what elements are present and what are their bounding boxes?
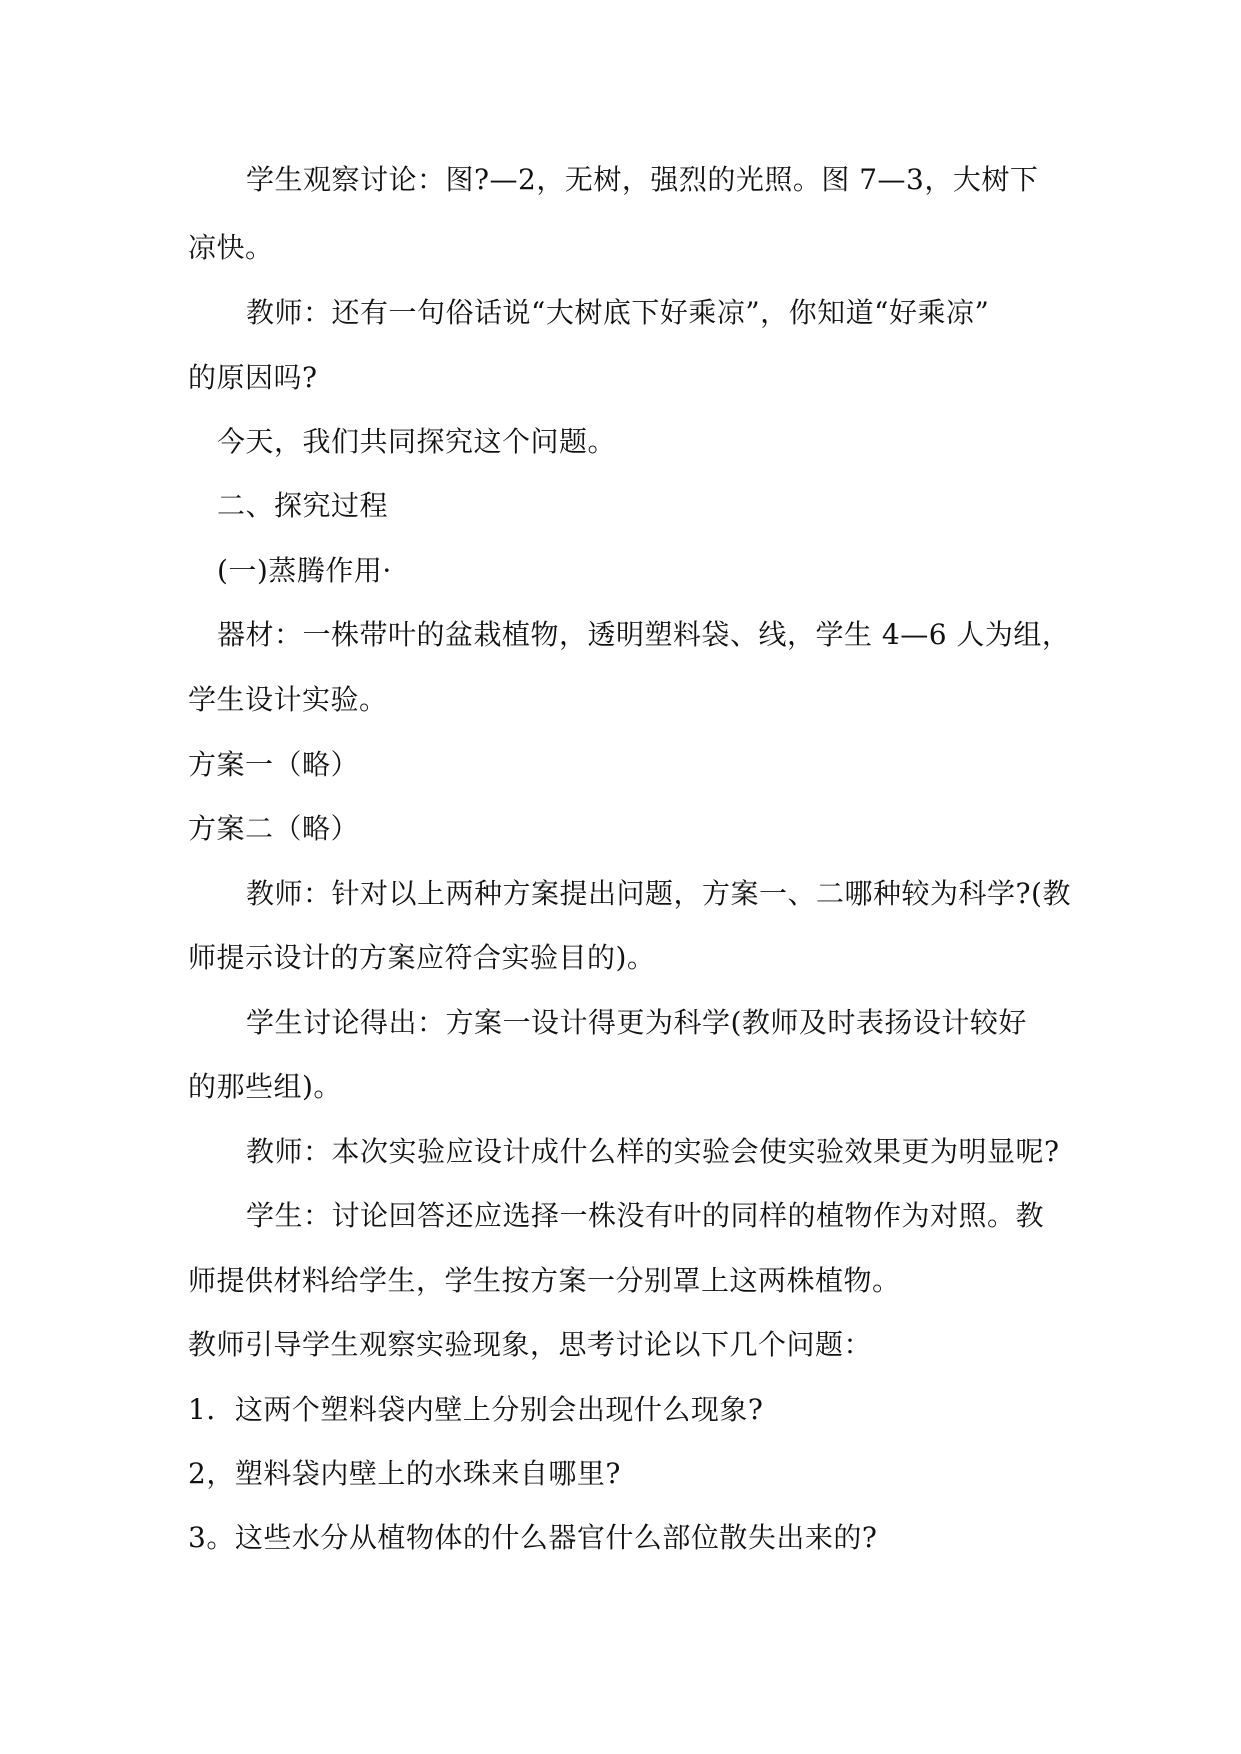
section-heading: 二、探究过程	[217, 489, 389, 522]
paragraph-line: 今天，我们共同探究这个问题。	[217, 425, 617, 458]
paragraph-line: 的那些组)。	[188, 1070, 342, 1103]
paragraph-line: 凉快。	[188, 231, 274, 264]
paragraph-line: 方案一（略）	[188, 748, 360, 781]
paragraph-line: 教师：本次实验应设计成什么样的实验会使实验效果更为明显呢?	[246, 1135, 1060, 1168]
paragraph-line: 学生讨论得出：方案一设计得更为科学(教师及时表扬设计较好	[246, 1006, 1027, 1039]
paragraph-line: 器材：一株带叶的盆栽植物，透明塑料袋、线，学生 4—6 人为组，	[217, 618, 1071, 651]
paragraph-line: 学生设计实验。	[188, 683, 388, 716]
paragraph-line: 教师引导学生观察实验现象，思考讨论以下几个问题：	[188, 1328, 873, 1361]
paragraph-line: 师提供材料给学生，学生按方案一分别罩上这两株植物。	[188, 1264, 901, 1297]
paragraph-line: 学生：讨论回答还应选择一株没有叶的同样的植物作为对照。教	[246, 1199, 1045, 1232]
paragraph-line: 方案二（略）	[188, 812, 360, 845]
paragraph-line: 的原因吗?	[188, 361, 318, 394]
list-item: 2，塑料袋内壁上的水珠来自哪里?	[188, 1457, 621, 1490]
list-item: 3。这些水分从植物体的什么器官什么部位散失出来的?	[188, 1521, 878, 1554]
paragraph-line: 师提示设计的方案应符合实验目的)。	[188, 941, 656, 974]
list-item: 1．这两个塑料袋内壁上分别会出现什么现象?	[188, 1393, 764, 1426]
paragraph-line: 学生观察讨论：图?—2，无树，强烈的光照。图 7—3，大树下	[246, 163, 1039, 196]
subsection-heading: (一)蒸腾作用·	[217, 554, 392, 587]
paragraph-line: 教师：还有一句俗话说“大树底下好乘凉”，你知道“好乘凉”	[246, 296, 990, 329]
paragraph-line: 教师：针对以上两种方案提出问题，方案一、二哪种较为科学?(教	[246, 877, 1071, 910]
